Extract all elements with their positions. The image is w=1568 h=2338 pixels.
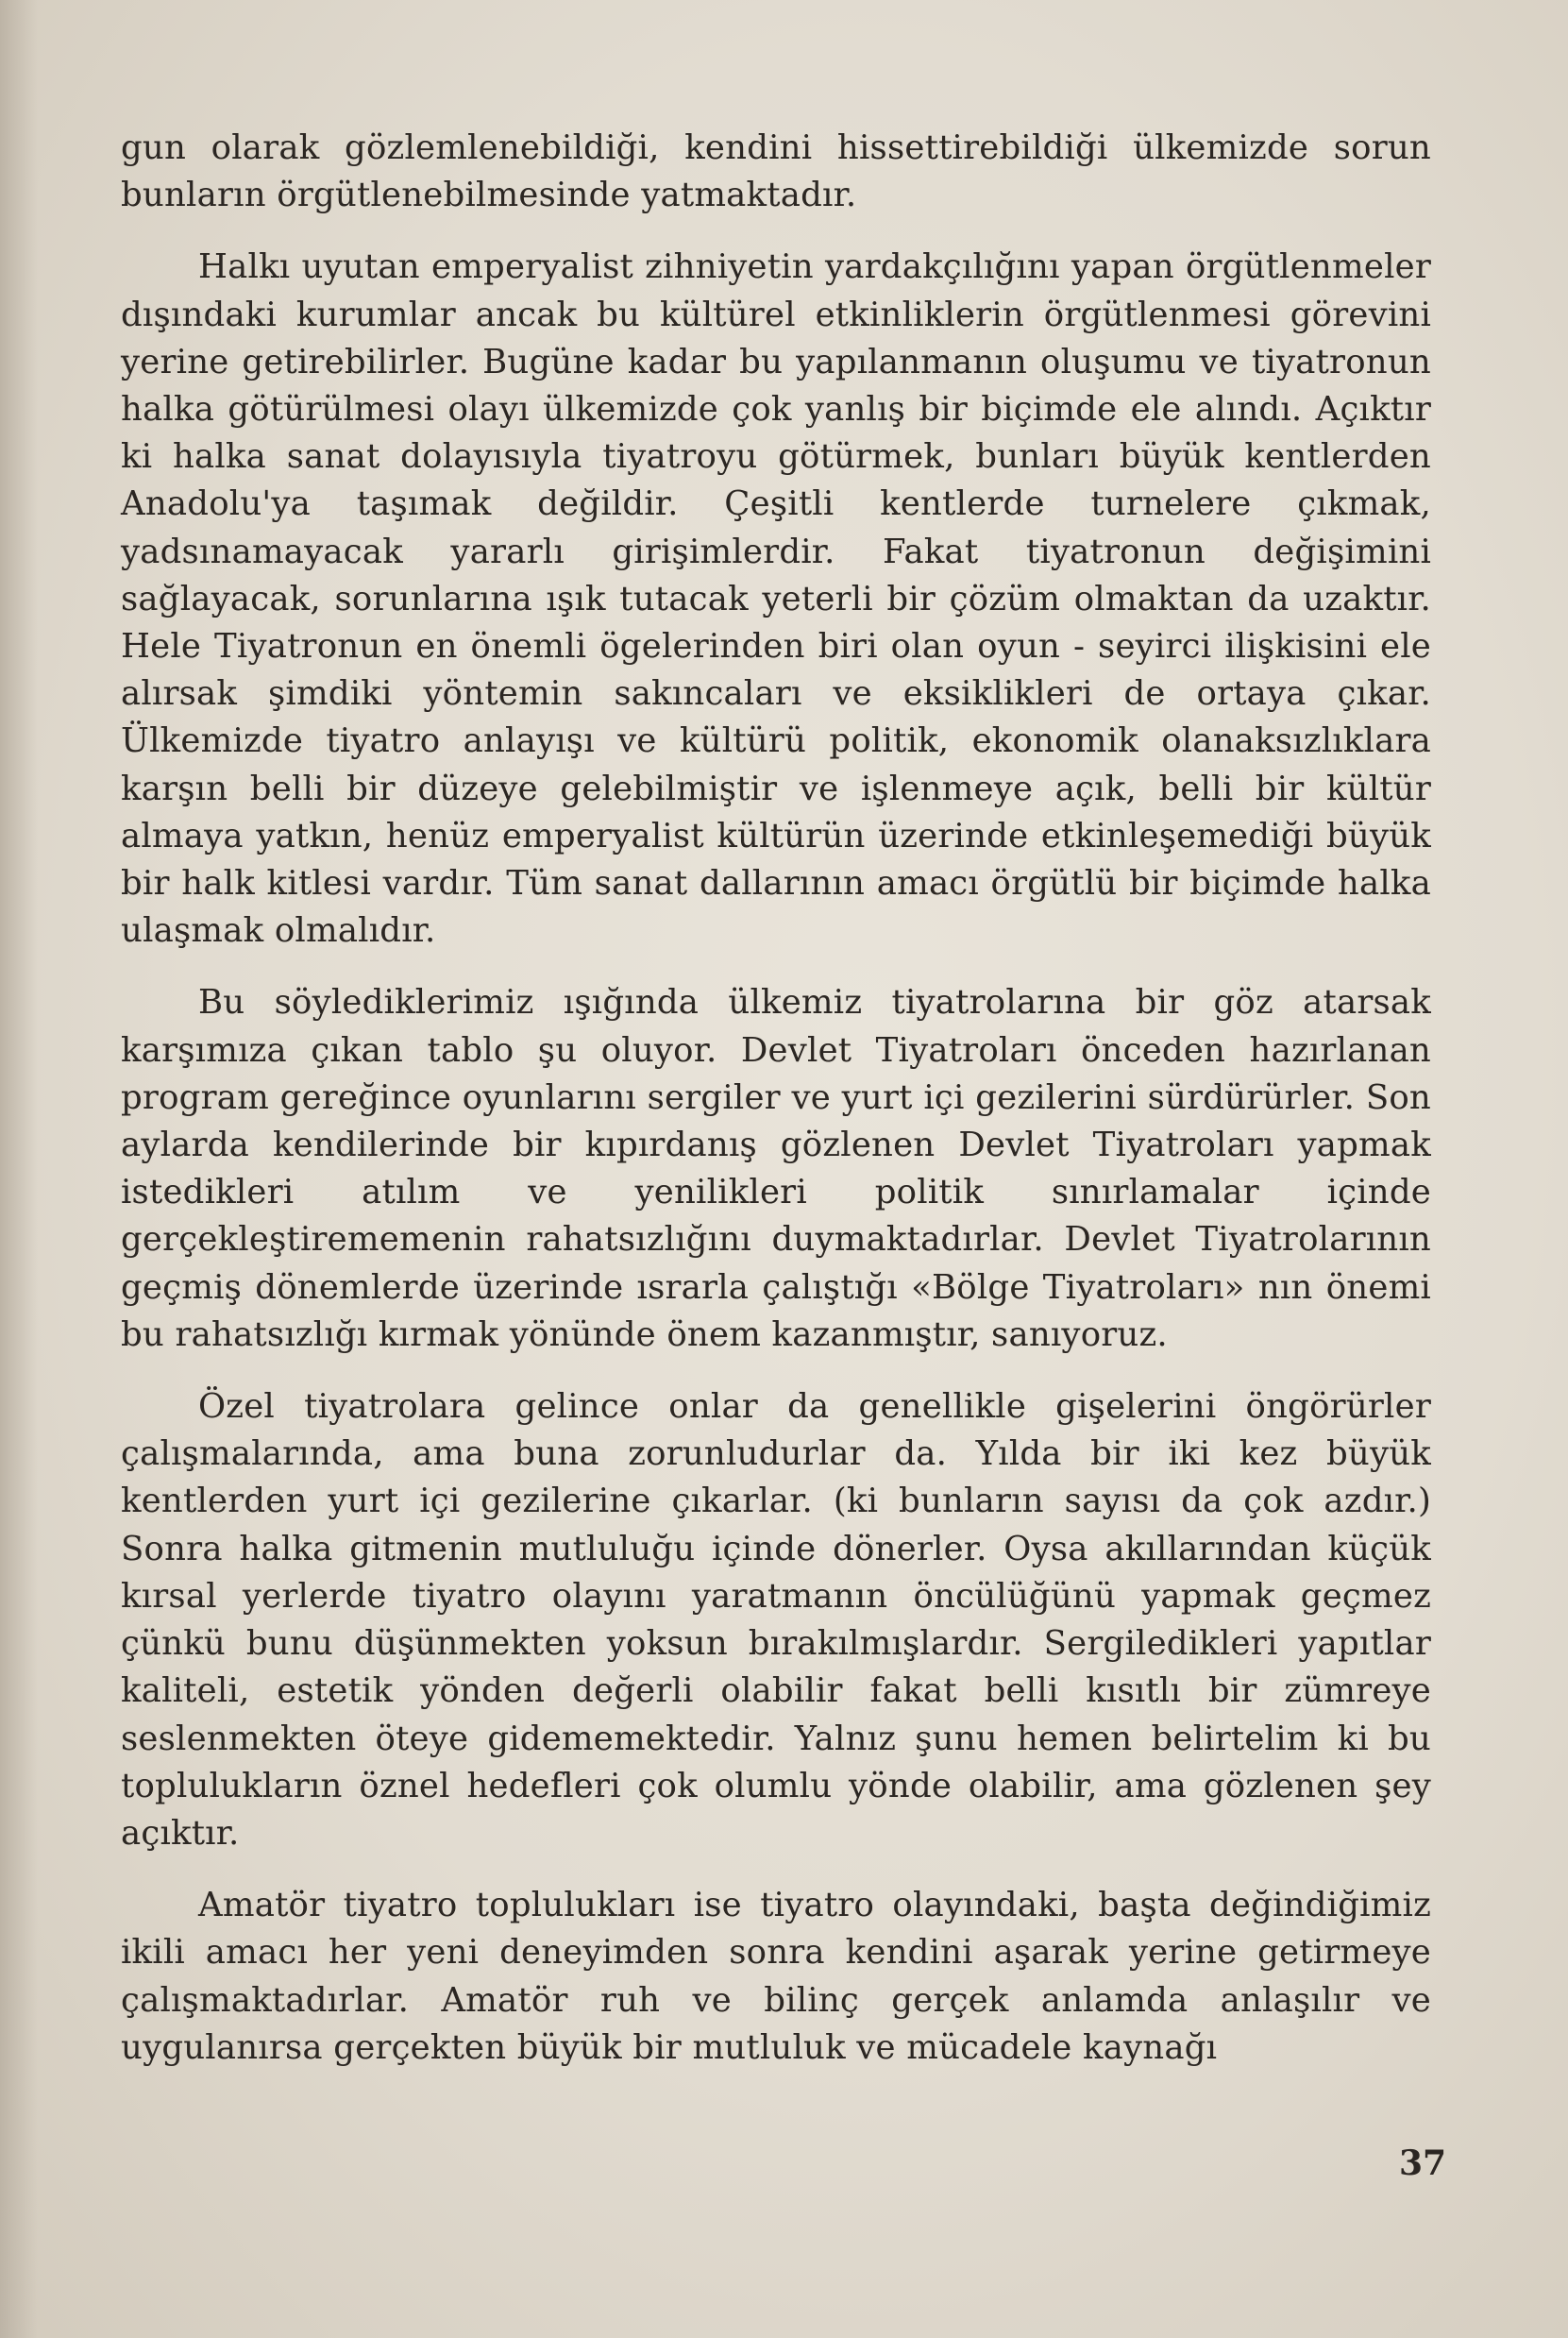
paragraph-4: Özel tiyatrolara gelince onlar da genellikle gişelerini öngörürler çalışmalarında, ama buna zorunludurlar da. Yılda bir iki kez büyük kentlerden yurt içi gezilerine çıkarlar. (ki bunların sayısı da çok azdır.) Sonra halka gitmenin mutluluğu içinde dönerler. Oysa akıllarından küçük kırsal yerlerde tiyatro olayını yaratmanın öncülüğünü yapmak geçmez çünkü bunu düşünmekten yoksun bırakılmışlardır. Sergiledikleri yapıtlar kaliteli, estetik yönden değerli olabilir fakat belli kısıtlı bir zümreye seslenmekten öteye gidememektedir. Yalnız şunu hemen belirtelim ki bu toplulukların öznel hedefleri çok olumlu yönde olabilir, ama gözlenen şey açıktır. bbox=[121, 1387, 1431, 1853]
body-text bbox=[121, 125, 1431, 2096]
paragraph-2: Halkı uyutan emperyalist zihniyetin yardakçılığını yapan örgütlenmeler dışındaki kurumlar ancak bu kültürel etkinliklerin örgütlenmesi görevini yerine getirebilirler. Bugüne kadar bu yapılanmanın oluşumu ve tiyatronun halka götürülmesi olayı ülkemizde çok yanlış bir biçimde ele alındı. Açıktır ki halka sanat dolayısıyla tiyatroyu götürmek, bunları büyük kentlerden Anadolu'ya taşımak değildir. Çeşitli kentlerde turnelere çıkmak, yadsınamayacak yararlı girişimlerdir. Fakat tiyatronun değişimini sağlayacak, sorunlarına ışık tutacak yeterli bir çözüm olmaktan da uzaktır. Hele Tiyatronun en önemli ögelerinden biri olan oyun - seyirci ilişkisini ele alırsak şimdiki yöntemin sakıncaları ve eksiklikleri de ortaya çıkar. Ülkemizde tiyatro anlayışı ve kültürü politik, ekonomik olanaksızlıklara karşın belli bir düzeye gelebilmiştir ve işlenmeye açık, belli bir kültür almaya yatkın, henüz emperyalist kültürün üzerinde etkinleşemediği büyük bir halk kitlesi vardır. Tüm sanat dallarının amacı örgütlü bir biçimde halka ulaşmak olmalıdır. bbox=[121, 247, 1431, 951]
paragraph-3: Bu söylediklerimiz ışığında ülkemiz tiyatrolarına bir göz atarsak karşımıza çıkan tablo şu oluyor. Devlet Tiyatroları önceden hazırlanan program gereğince oyunlarını sergiler ve yurt içi gezilerini sürdürürler. Son aylarda kendilerinde bir kıpırdanış gözlenen Devlet Tiyatroları yapmak istedikleri atılım ve yenilikleri politik sınırlamalar içinde gerçekleştirememenin rahatsızlığını duymaktadırlar. Devlet Tiyatrolarının geçmiş dönemlerde üzerinde ısrarla çalıştığı «Bölge Tiyatroları» nın önemi bu rahatsızlığı kırmak yönünde önem kazanmıştır, sanıyoruz. bbox=[121, 983, 1431, 1354]
paragraph-5: Amatör tiyatro toplulukları ise tiyatro olayındaki, başta değindiğimiz ikili amacı her yeni deneyimden sonra kendini aşarak yerine getirmeye çalışmaktadırlar. Amatör ruh ve bilinç gerçek anlamda anlaşılır ve uygulanırsa gerçekten büyük bir mutluluk ve mücadele kaynağı bbox=[121, 1886, 1431, 2067]
page-gutter-shadow bbox=[0, 0, 38, 2338]
paragraph-1: gun olarak gözlemlenebildiği, kendini hissettirebildiği ülkemizde sorun bunların örgütlenebilmesinde yatmaktadır. bbox=[121, 128, 1431, 215]
page-number: 37 bbox=[1399, 2143, 1447, 2183]
